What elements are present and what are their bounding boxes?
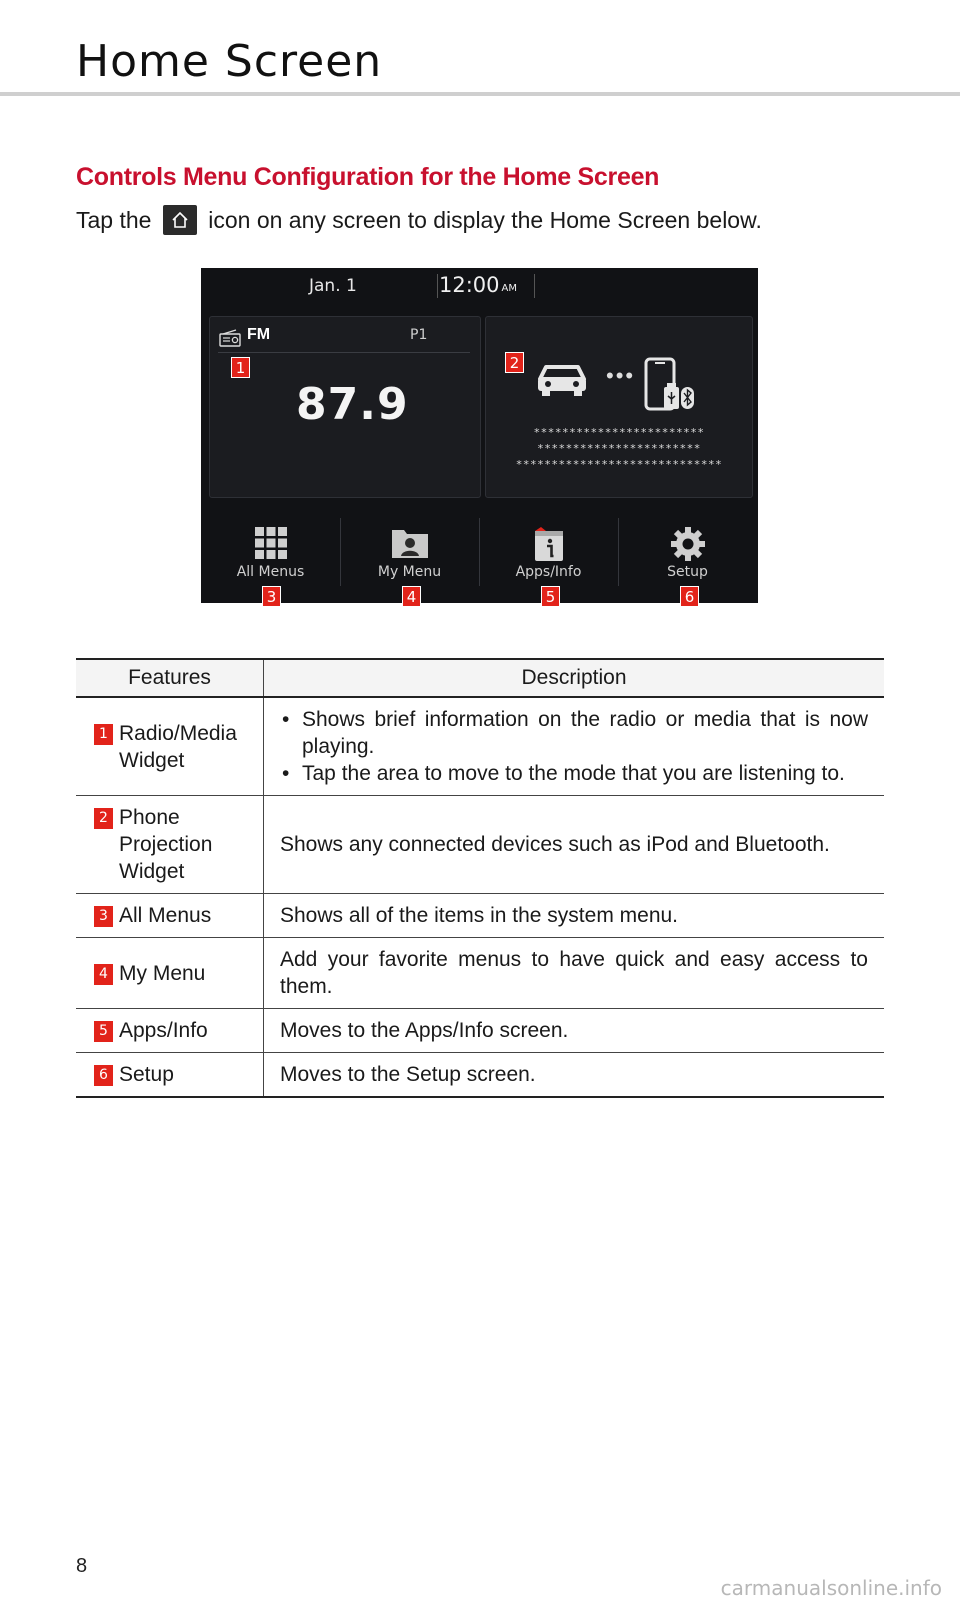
clock-display [439, 273, 517, 297]
clock-time: 12:00 [439, 273, 500, 297]
description-cell [264, 796, 885, 894]
widget-divider [218, 352, 470, 353]
page-number: 8 [76, 1555, 88, 1577]
callout-6: 6 [680, 586, 699, 607]
device-line: ************************ [533, 426, 705, 439]
feature-name: Radio/Media Widget [119, 721, 237, 772]
intro-text [76, 205, 762, 235]
home-dock [201, 508, 758, 603]
description-cell [264, 697, 885, 796]
feature-name: Apps/Info [119, 1019, 208, 1042]
dock-label: My Menu [377, 564, 442, 580]
feature-cell [76, 938, 264, 1009]
phone-icon [644, 357, 696, 415]
table-row [76, 894, 884, 938]
status-divider [437, 274, 438, 298]
callout-number: 3 [94, 906, 113, 927]
radio-band: FM [247, 326, 271, 343]
device-list [486, 425, 752, 473]
feature-cell [76, 796, 264, 894]
callout-number: 5 [94, 1021, 113, 1042]
description-cell [264, 938, 885, 1009]
gear-icon [670, 526, 706, 562]
callout-2: 2 [505, 352, 524, 373]
info-icon [532, 526, 566, 562]
radio-frequency: 87.9 [296, 379, 409, 430]
callout-3: 3 [262, 586, 281, 607]
status-bar [201, 268, 758, 306]
description-text: Moves to the Setup screen. [280, 1063, 536, 1086]
bluetooth-icon [681, 387, 694, 409]
dock-label: Setup [667, 564, 708, 580]
status-divider [534, 274, 535, 298]
callout-number: 2 [94, 808, 113, 829]
description-text: Shows any connected devices such as iPod and Bluetooth. [280, 833, 830, 856]
section-heading: Controls Menu Configuration for the Home Screen [76, 163, 660, 191]
description-text: Moves to the Apps/Info screen. [280, 1019, 569, 1042]
feature-cell [76, 1053, 264, 1098]
callout-1: 1 [231, 357, 250, 378]
watermark: carmanualsonline.info [720, 1576, 942, 1600]
feature-name: Phone Projection Widget [119, 806, 213, 883]
phone-projection-widget[interactable] [485, 316, 753, 498]
usb-icon [664, 383, 679, 409]
callout-number: 6 [94, 1065, 113, 1086]
table-row [76, 1053, 884, 1098]
home-icon [163, 205, 197, 235]
device-line: *********************** [537, 442, 701, 455]
table-row [76, 1009, 884, 1053]
description-text: Add your favorite menus to have quick and easy access to them. [280, 948, 868, 998]
table-header-row [76, 659, 884, 697]
description-bullet: • Shows brief information on the radio or media that is now playing. [280, 706, 868, 760]
dock-label: Apps/Info [515, 564, 582, 580]
intro-text-start: Tap the [76, 207, 152, 233]
callout-5: 5 [541, 586, 560, 607]
home-screen-display [201, 268, 758, 603]
feature-cell [76, 697, 264, 796]
contact-icon [390, 526, 430, 560]
callout-number: 4 [94, 964, 113, 985]
intro-text-end: icon on any screen to display the Home Screen below. [208, 207, 762, 233]
page-title: Home Screen [76, 36, 383, 87]
radio-preset: P1 [410, 327, 428, 343]
table-row [76, 938, 884, 1009]
device-line: ***************************** [515, 458, 723, 471]
header-features: Features [76, 659, 264, 697]
callout-number: 1 [94, 724, 113, 745]
clock-ampm: AM [501, 283, 517, 294]
description-text: Shows all of the items in the system menu. [280, 904, 679, 927]
feature-name: Setup [119, 1063, 174, 1086]
description-cell [264, 1053, 885, 1098]
header-description: Description [264, 659, 885, 697]
features-table [76, 658, 884, 1098]
feature-name: All Menus [119, 904, 212, 927]
description-cell [264, 894, 885, 938]
date-display: Jan. 1 [309, 276, 357, 296]
description-cell [264, 1009, 885, 1053]
connection-dots: ••• [606, 363, 636, 388]
description-bullet: • Tap the area to move to the mode that you are listening to. [280, 760, 868, 787]
title-divider [0, 92, 960, 96]
radio-media-widget[interactable] [209, 316, 481, 498]
grid-icon [254, 526, 288, 560]
dock-label: All Menus [236, 564, 305, 580]
feature-cell [76, 1009, 264, 1053]
car-icon [534, 361, 590, 397]
feature-name: My Menu [119, 961, 206, 985]
radio-icon [219, 329, 241, 347]
callout-4: 4 [402, 586, 421, 607]
table-row [76, 796, 884, 894]
feature-cell [76, 894, 264, 938]
table-row [76, 697, 884, 796]
